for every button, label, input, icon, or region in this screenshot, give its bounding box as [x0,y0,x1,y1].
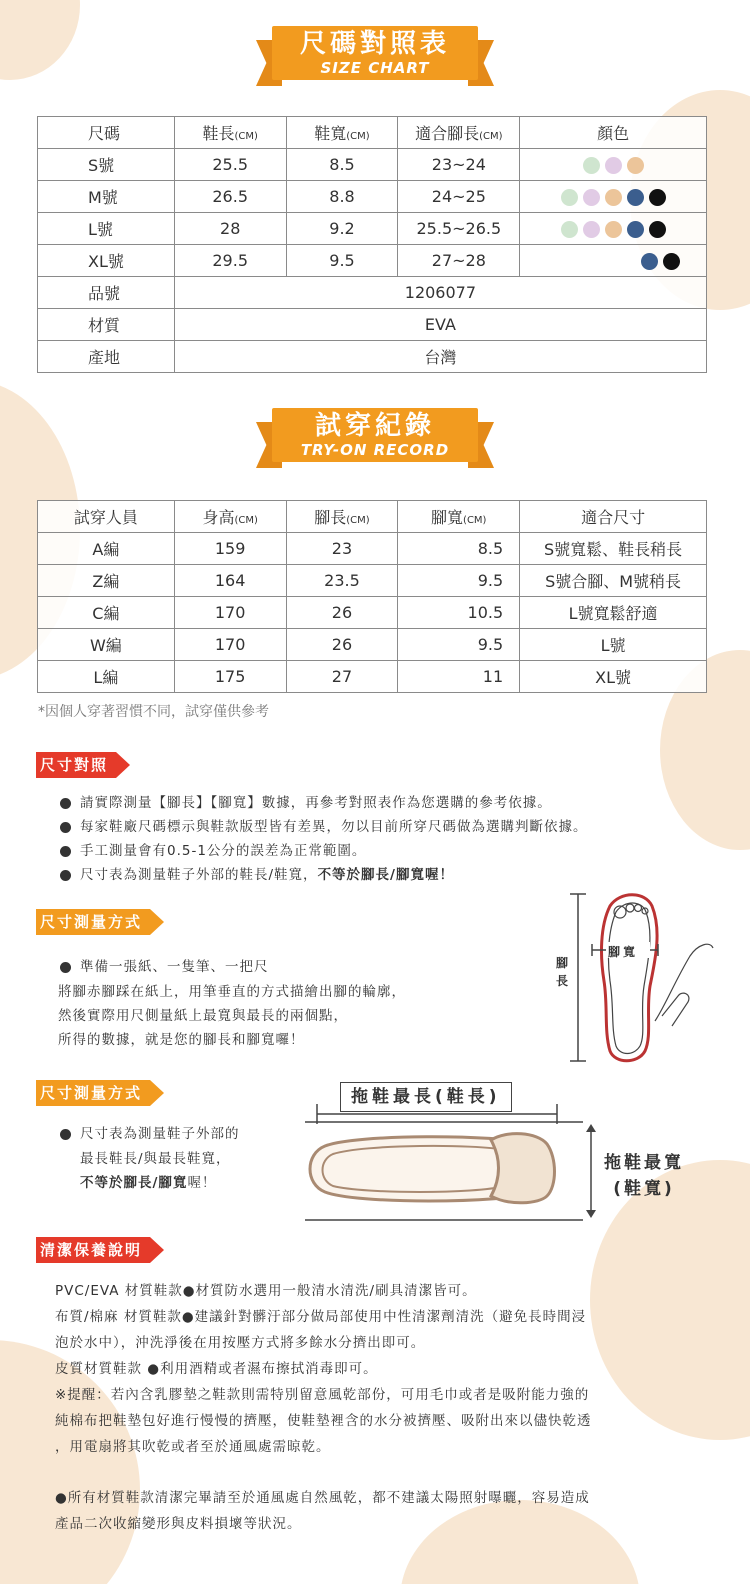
tryon-banner [260,408,490,470]
slipper-illustration [295,1100,615,1230]
table-row [38,661,707,693]
size-chart-banner [260,26,490,88]
care-label: 清潔保養說明 [36,1237,150,1263]
fit-cell: S號寬鬆、鞋長稍長 [520,533,707,565]
foot-length-cell: 27 [286,661,398,693]
tester-cell: A編 [38,533,175,565]
size-chart-subtitle: SIZE CHART [320,59,430,77]
ribbon-body [272,26,478,80]
size-cell: L號 [38,213,175,245]
foot-cell: 27~28 [398,245,520,277]
tryon-title: 試穿紀錄 [314,411,435,441]
tester-cell: C編 [38,597,175,629]
tester-cell: W編 [38,629,175,661]
height-cell: 159 [174,533,286,565]
header-cell: 身高(CM) [174,501,286,533]
color-swatch[interactable] [649,221,666,238]
header-cell: 試穿人員 [38,501,175,533]
measure-label: 尺寸測量方式 [36,909,150,935]
tryon-header-row [38,501,707,533]
color-swatch[interactable] [583,157,600,174]
color-cell [520,149,707,181]
height-cell: 164 [174,565,286,597]
width-cell: 9.5 [286,245,398,277]
slipper-length-label: 拖鞋最長(鞋長) [340,1082,512,1112]
table-row [38,213,707,245]
header-cell: 腳長(CM) [286,501,398,533]
size-cell: S號 [38,149,175,181]
table-row [38,565,707,597]
table-row [38,629,707,661]
header-cell: 顏色 [520,117,707,149]
info-label: 產地 [38,341,175,373]
foot-width-cell: 8.5 [398,533,520,565]
tryon-table [37,500,707,693]
info-value: 台灣 [174,341,706,373]
color-swatch[interactable] [627,189,644,206]
length-cell: 26.5 [174,181,286,213]
foot-length-cell: 26 [286,629,398,661]
table-row [38,245,707,277]
tester-cell: Z編 [38,565,175,597]
list-item: 尺寸表為測量鞋子外部的鞋長/鞋寬，不等於腳長/腳寬喔！ [58,863,588,887]
color-swatches [583,157,644,174]
color-swatch[interactable] [649,189,666,206]
size-ref-list [58,791,588,887]
size-ref-label: 尺寸對照 [36,752,116,778]
foot-width-cell: 9.5 [398,629,520,661]
list-item: 手工測量會有0.5-1公分的誤差為正常範圍。 [58,839,588,863]
size-chart-table [37,116,707,373]
measure-label: 尺寸測量方式 [36,1080,150,1106]
table-row [38,149,707,181]
list-item: 尺寸表為測量鞋子外部的 [58,1122,240,1146]
color-swatch[interactable] [583,221,600,238]
foot-cell: 23~24 [398,149,520,181]
height-cell: 175 [174,661,286,693]
color-swatch[interactable] [627,221,644,238]
width-cell: 9.2 [286,213,398,245]
info-value: 1206077 [174,277,706,309]
header-cell: 適合尺寸 [520,501,707,533]
length-cell: 28 [174,213,286,245]
color-swatch[interactable] [641,253,658,270]
color-swatch[interactable] [605,189,622,206]
header-cell: 尺碼 [38,117,175,149]
tryon-subtitle: TRY-ON RECORD [300,441,450,459]
foot-cell: 25.5~26.5 [398,213,520,245]
foot-length-cell: 26 [286,597,398,629]
header-cell: 鞋長(CM) [174,117,286,149]
color-swatch[interactable] [561,189,578,206]
foot-length-cell: 23.5 [286,565,398,597]
color-swatch[interactable] [627,157,644,174]
table-row [38,597,707,629]
header-cell: 腳寬(CM) [398,501,520,533]
length-cell: 25.5 [174,149,286,181]
table-row [38,277,707,309]
table-row [38,341,707,373]
tester-cell: L編 [38,661,175,693]
color-swatch[interactable] [561,221,578,238]
color-swatches [641,253,680,270]
foot-width-label: 腳寬 [608,945,639,959]
measure2-notes: 最長鞋長/與最長鞋寬， 不等於腳長/腳寬喔！ [80,1151,231,1191]
height-cell: 170 [174,629,286,661]
slipper-width-label: 拖鞋最寬 (鞋寬) [604,1153,684,1199]
foot-length-label: 腳長 [556,956,569,988]
size-chart-header-row [38,117,707,149]
fit-cell: L號寬鬆舒適 [520,597,707,629]
list-item: 每家鞋廠尺碼標示與鞋款版型皆有差異，勿以目前所穿尺碼做為選購判斷依據。 [58,815,588,839]
size-cell: M號 [38,181,175,213]
color-swatches [561,189,666,206]
info-value: EVA [174,309,706,341]
care-instructions: PVC/EVA 材質鞋款●材質防水選用一般清水清洗/刷具清潔皆可。 布質/棉麻 材質鞋款●建議針對髒汙部分做局部使用中性清潔劑清洗（避免長時間浸 泡於水中），沖洗淨後在用按壓方式將多餘水分擠出即可。 皮質材質鞋款 ●利用酒精或者濕布擦拭消毒即可。 ※提醒：若內含乳膠墊之鞋款則需特別留意風乾部份，可用毛巾或者是吸附能力強的 純棉布把鞋墊包好進行慢慢的擠壓，使鞋墊裡含的水分被擠壓、吸附出來以儘快乾透 ，用電扇將其吹乾或者至於通風處需晾乾。 [55,1283,592,1455]
fit-cell: L號 [520,629,707,661]
fit-cell: XL號 [520,661,707,693]
length-cell: 29.5 [174,245,286,277]
color-swatch[interactable] [583,189,600,206]
size-cell: XL號 [38,245,175,277]
color-cell [520,213,707,245]
width-cell: 8.5 [286,149,398,181]
measure-list [58,955,269,979]
color-swatch[interactable] [663,253,680,270]
foot-length-cell: 23 [286,533,398,565]
fit-cell: S號合腳、M號稍長 [520,565,707,597]
table-row [38,309,707,341]
color-swatches [561,221,666,238]
care-final-note: ●所有材質鞋款清潔完畢請至於通風處自然風乾，都不建議太陽照射曝曬，容易造成 產品二次收縮變形與皮料損壞等狀況。 [55,1490,590,1532]
size-chart-title: 尺碼對照表 [299,29,450,59]
tryon-note: *因個人穿著習慣不同，試穿僅供參考 [38,704,269,720]
color-swatch[interactable] [605,157,622,174]
height-cell: 170 [174,597,286,629]
list-item: 準備一張紙、一隻筆、一把尺 [58,955,269,979]
color-cell [520,245,707,277]
color-cell [520,181,707,213]
ribbon-body [272,408,478,462]
header-cell: 鞋寬(CM) [286,117,398,149]
color-swatch[interactable] [605,221,622,238]
info-label: 品號 [38,277,175,309]
list-item: 請實際測量【腳長】【腳寬】數據，再參考對照表作為您選購的參考依據。 [58,791,588,815]
foot-width-cell: 9.5 [398,565,520,597]
foot-width-cell: 10.5 [398,597,520,629]
info-label: 材質 [38,309,175,341]
measure-instructions: 將腳赤腳踩在紙上，用筆垂直的方式描繪出腳的輪廓， 然後實際用尺側量紙上最寬與最長的兩個點， 所得的數據，就是您的腳長和腳寬囉！ [58,984,406,1048]
foot-width-cell: 11 [398,661,520,693]
width-cell: 8.8 [286,181,398,213]
measure-list [58,1122,240,1146]
header-cell: 適合腳長(CM) [398,117,520,149]
table-row [38,181,707,213]
foot-cell: 24~25 [398,181,520,213]
table-row [38,533,707,565]
